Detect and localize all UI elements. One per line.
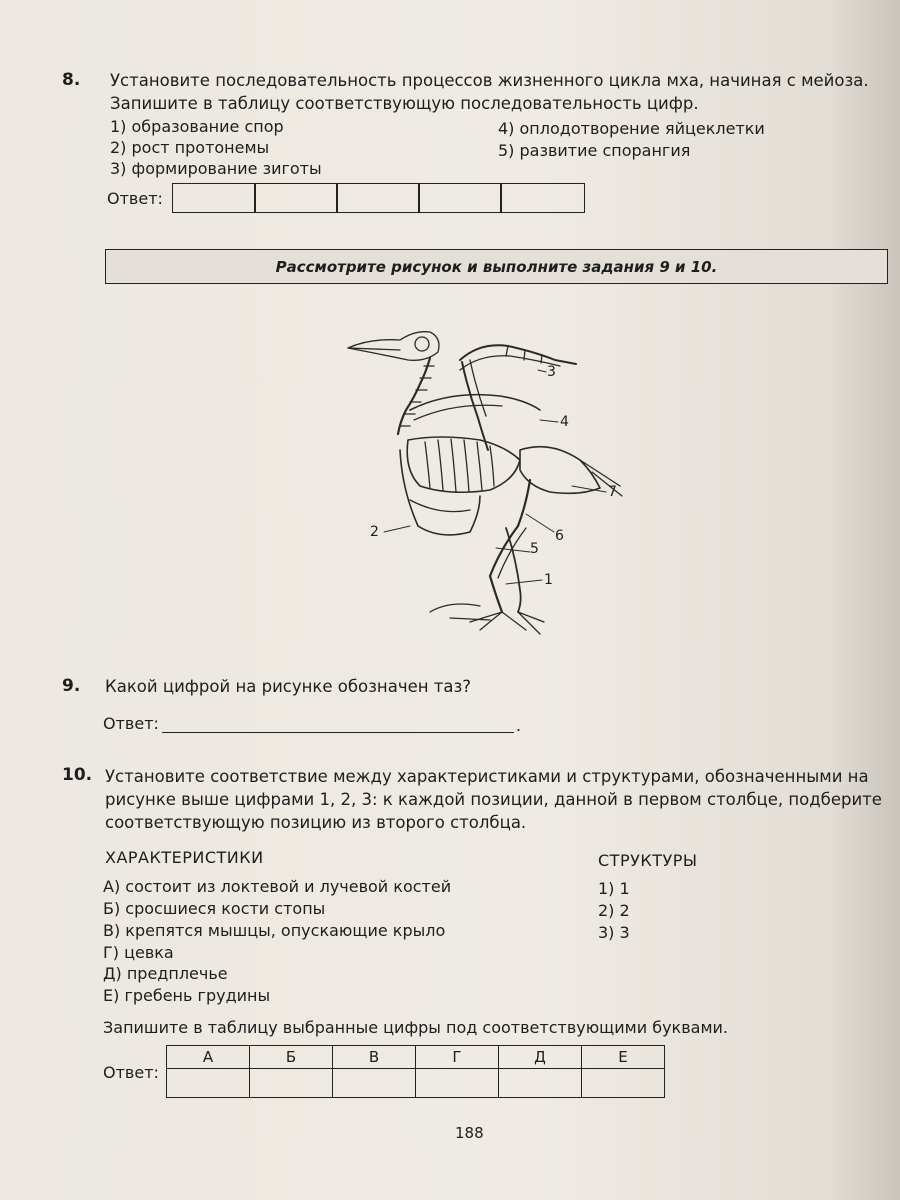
q8-number: 8. <box>62 70 81 90</box>
q10-answer-cell-d[interactable] <box>499 1069 582 1098</box>
q8-answer-cell-1[interactable] <box>172 183 256 213</box>
q10-characteristics-header: ХАРАКТЕРИСТИКИ <box>105 848 264 867</box>
figure-label-2: 2 <box>370 524 379 540</box>
figure-instruction-banner: Рассмотрите рисунок и выполните задания 9 и 10. <box>105 249 888 284</box>
q10-characteristic-e: Е) гребень грудины <box>103 986 271 1005</box>
figure-label-1: 1 <box>544 572 553 588</box>
q8-answer-cell-3[interactable] <box>336 183 420 213</box>
q10-answer-cell-b[interactable] <box>250 1069 333 1098</box>
q10-structure-1: 1) 1 <box>598 879 630 898</box>
q10-answer-table <box>166 1045 665 1098</box>
q8-option-4: 4) оплодотворение яйцеклетки <box>498 119 765 138</box>
q8-option-3: 3) формирование зиготы <box>110 159 322 178</box>
skull-outline <box>348 332 439 361</box>
figure-label-6: 6 <box>555 528 564 544</box>
bird-skeleton-figure <box>330 300 650 660</box>
q10-text-line3: соответствующую позицию из второго столбца. <box>105 813 527 832</box>
q10-answer-cell-a[interactable] <box>167 1069 250 1098</box>
q10-characteristic-v: В) крепятся мышцы, опускающие крыло <box>103 921 446 940</box>
q9-answer-line[interactable] <box>162 732 514 733</box>
q9-answer-label: Ответ: <box>103 714 159 733</box>
q8-option-2: 2) рост протонемы <box>110 138 270 157</box>
q10-answer-cell-e[interactable] <box>582 1069 665 1098</box>
q8-option-1: 1) образование спор <box>110 117 284 136</box>
figure-label-7: 7 <box>608 484 617 500</box>
q10-letter-e: Е <box>582 1046 665 1069</box>
q8-answer-cell-5[interactable] <box>500 183 585 213</box>
q10-characteristic-d: Д) предплечье <box>103 964 228 983</box>
q10-characteristic-b: Б) сросшиеся кости стопы <box>103 899 326 918</box>
q10-characteristic-a: А) состоит из локтевой и лучевой костей <box>103 877 452 896</box>
q10-letter-d: Д <box>499 1046 582 1069</box>
q9-text: Какой цифрой на рисунке обозначен таз? <box>105 677 472 696</box>
figure-label-4: 4 <box>560 414 569 430</box>
q8-answer-cell-2[interactable] <box>254 183 338 213</box>
q10-letter-b: Б <box>250 1046 333 1069</box>
q10-answer-cell-v[interactable] <box>333 1069 416 1098</box>
q10-letter-v: В <box>333 1046 416 1069</box>
q10-number: 10. <box>62 765 93 785</box>
q10-structures-header: СТРУКТУРЫ <box>598 851 698 870</box>
q9-number: 9. <box>62 676 81 696</box>
q10-letter-g: Г <box>416 1046 499 1069</box>
figure-label-5: 5 <box>530 541 539 557</box>
q10-text-line1: Установите соответствие между характеристиками и структурами, обозначенными на <box>105 767 869 786</box>
q9-answer-end: . <box>516 716 522 735</box>
page-number: 188 <box>455 1124 484 1142</box>
q10-text-line2: рисунке выше цифрами 1, 2, 3: к каждой позиции, данной в первом столбце, подберите <box>105 790 882 809</box>
q8-answer-cell-4[interactable] <box>418 183 502 213</box>
q10-structure-3: 3) 3 <box>598 923 630 942</box>
q8-text-line1: Установите последовательность процессов жизненного цикла мха, начиная с мейоза. <box>110 71 869 90</box>
q10-characteristic-g: Г) цевка <box>103 943 174 962</box>
q10-letter-a: А <box>167 1046 250 1069</box>
q10-structure-2: 2) 2 <box>598 901 630 920</box>
q8-answer-label: Ответ: <box>107 189 163 208</box>
q10-instruction: Запишите в таблицу выбранные цифры под соответствующими буквами. <box>103 1018 728 1037</box>
figure-label-3: 3 <box>547 364 556 380</box>
q10-answer-label: Ответ: <box>103 1063 159 1082</box>
q10-answer-cell-g[interactable] <box>416 1069 499 1098</box>
q8-option-5: 5) развитие спорангия <box>498 141 691 160</box>
q8-text-line2: Запишите в таблицу соответствующую последовательность цифр. <box>110 94 699 113</box>
q10-answer-input-row <box>167 1069 665 1098</box>
q10-answer-letters-row <box>167 1046 665 1069</box>
